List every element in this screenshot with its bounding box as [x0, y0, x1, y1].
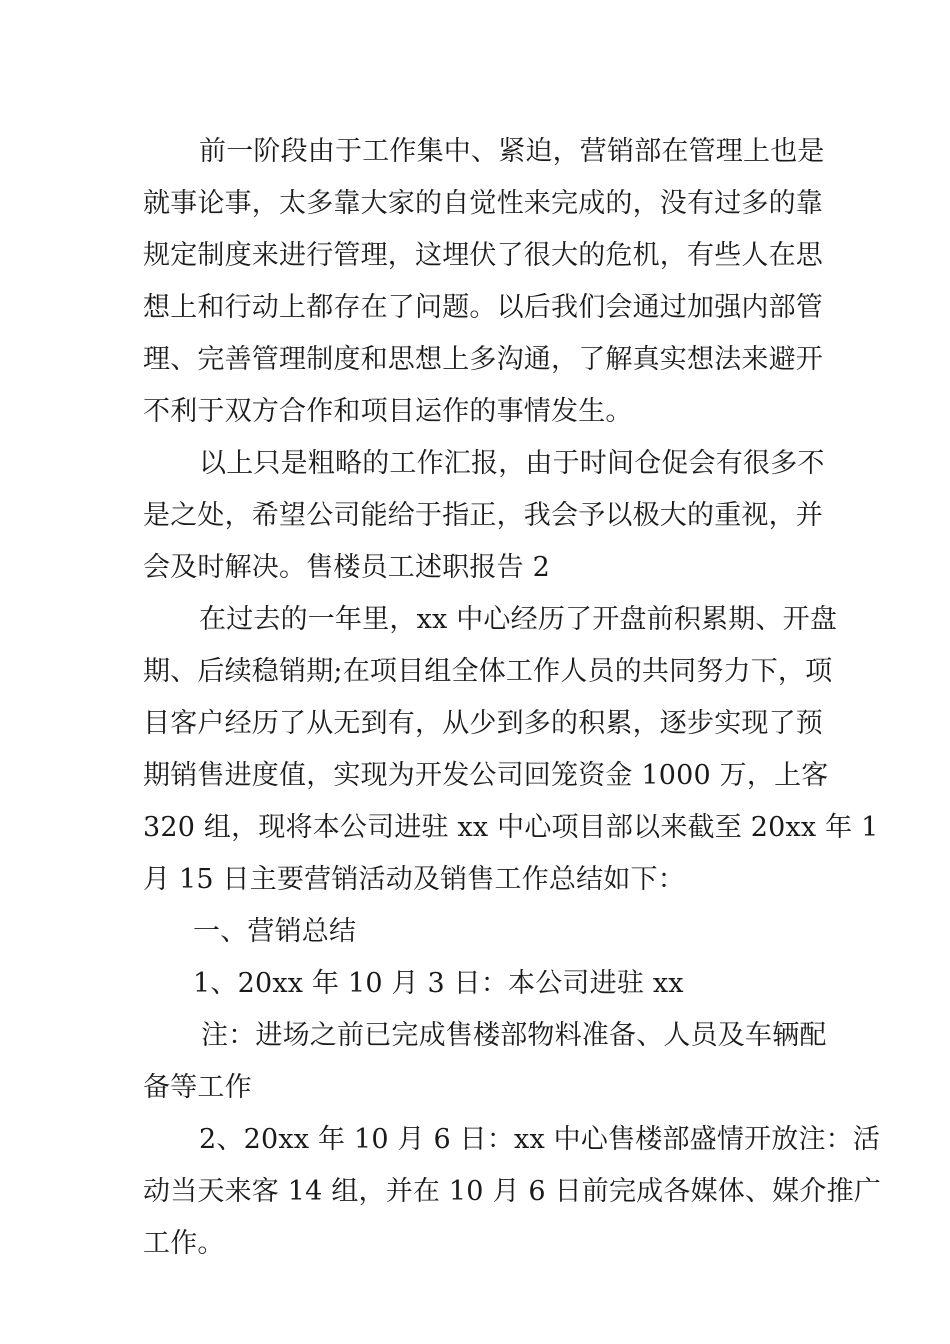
item-2-line-2: 动当天来客 14 组，并在 10 月 6 日前完成各媒体、媒介推广 [143, 1176, 881, 1207]
paragraph-3-line-6: 月 15 日主要营销活动及销售工作总结如下： [143, 864, 685, 895]
paragraph-2-line-1: 以上只是粗略的工作汇报，由于时间仓促会有很多不 [199, 448, 825, 479]
paragraph-1-line-1: 前一阶段由于工作集中、紧迫，营销部在管理上也是 [199, 136, 825, 167]
paragraph-1-line-4: 想上和行动上都存在了问题。以后我们会通过加强内部管 [143, 292, 823, 323]
paragraph-3-line-2: 期、后续稳销期;在项目组全体工作人员的共同努力下，项 [143, 656, 833, 687]
paragraph-3-line-1: 在过去的一年里，xx 中心经历了开盘前积累期、开盘 [199, 604, 838, 635]
paragraph-1-line-2: 就事论事，太多靠大家的自觉性来完成的，没有过多的靠 [143, 188, 823, 219]
note-1-line-2: 备等工作 [143, 1072, 252, 1103]
paragraph-1-line-6: 不利于双方合作和项目运作的事情发生。 [143, 396, 633, 427]
note-1-line-1: 注：进场之前已完成售楼部物料准备、人员及车辆配 [201, 1020, 827, 1051]
item-1-line-1: 1、20xx 年 10 月 3 日：本公司进驻 xx [193, 968, 684, 999]
paragraph-3-line-5: 320 组，现将本公司进驻 xx 中心项目部以来截至 20xx 年 1 [143, 812, 879, 843]
document-body [143, 126, 881, 1270]
paragraph-3-line-3: 目客户经历了从无到有，从少到多的积累，逐步实现了预 [143, 708, 823, 739]
paragraph-1-line-5: 理、完善管理制度和思想上多沟通，了解真实想法来避开 [143, 344, 823, 375]
paragraph-3-line-4: 期销售进度值，实现为开发公司回笼资金 1000 万，上客 [143, 760, 829, 791]
paragraph-1-line-3: 规定制度来进行管理，这埋伏了很大的危机，有些人在思 [143, 240, 823, 271]
paragraph-2-line-2: 是之处，希望公司能给于指正，我会予以极大的重视，并 [143, 500, 823, 531]
section-heading-marketing-summary: 一、营销总结 [193, 916, 357, 947]
item-2-line-3: 工作。 [143, 1228, 225, 1259]
item-2-line-1: 2、20xx 年 10 月 6 日：xx 中心售楼部盛情开放注：活 [199, 1124, 881, 1155]
paragraph-2-line-3: 会及时解决。售楼员工述职报告 2 [143, 552, 550, 583]
